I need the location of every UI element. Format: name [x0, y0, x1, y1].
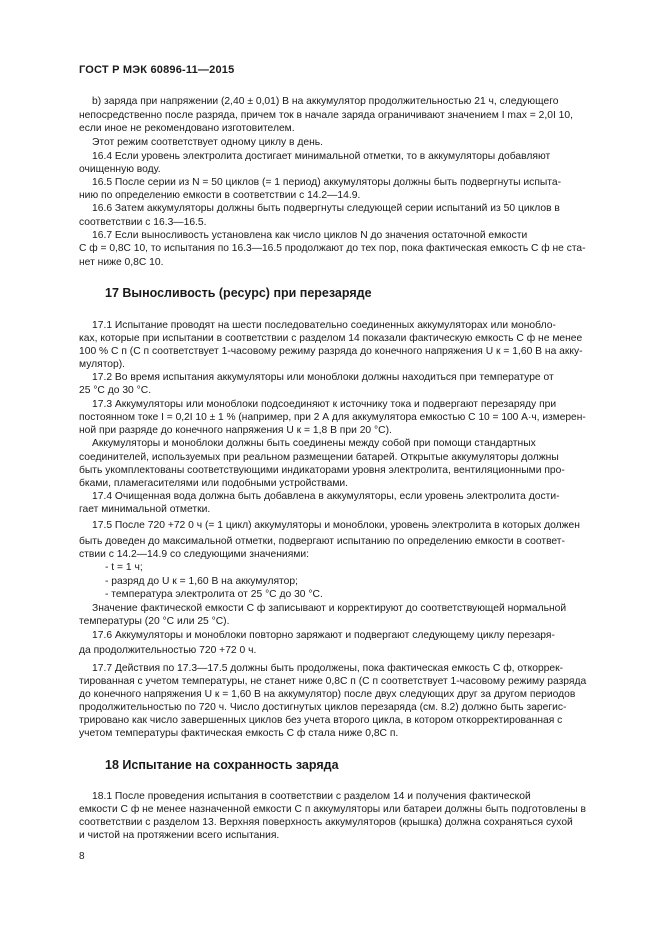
text-line: непосредственно после разряда, причем ток в начале заряда ограничивают значением I max = 2,0I 10,	[79, 110, 573, 121]
text-line: бками, пламегасителями или подобными устройствами.	[79, 478, 349, 489]
text-line: ках, которые при испытании в соответствии с разделом 14 показали фактическую емкость C ф не менее	[79, 333, 583, 344]
document-header: ГОСТ Р МЭК 60896-11—2015	[79, 64, 235, 76]
text-line: 17.2 Во время испытания аккумуляторы или моноблоки должны находиться при температуре от	[92, 372, 554, 383]
text-line: 17.7 Действия по 17.3—17.5 должны быть продолжены, пока фактическая емкость C ф, откоррек-	[92, 663, 564, 674]
text-line: продолжительностью по 720 ч. Число достигнутых циклов перезаряда (см. 8.2) должно быть зарегис-	[79, 702, 567, 713]
text-line: соединителей, используемых при реальном размещении батарей. Открытые аккумуляторы должны	[79, 452, 559, 463]
text-line: если иное не рекомендовано изготовителем.	[79, 123, 295, 134]
list-item: - t = 1 ч;	[105, 562, 143, 573]
text-line: 16.7 Если выносливость установлена как число циклов N до значения остаточной емкости	[92, 230, 528, 241]
text-line: гает минимальной отметки.	[79, 504, 211, 515]
text-line: 17.3 Аккумуляторы или моноблоки подсоединяют к источнику тока и подвергают перезаряду при	[92, 399, 557, 410]
text-line: 18.1 После проведения испытания в соответствии с разделом 14 и получения фактической	[92, 791, 531, 802]
text-line: 100 % C п (C п соответствует 1-часовому режиму разряда до конечного напряжения U к = 1,60 В на акку-	[79, 346, 583, 357]
section-heading-17: 17 Выносливость (ресурс) при перезаряде	[105, 286, 372, 300]
text-line: 17.6 Аккумуляторы и моноблоки повторно заряжают и подвергают следующему циклу перезаря-	[92, 630, 555, 641]
text-line: быть укомплектованы соответствующими индикаторами уровня электролита, вентиляционными про-	[79, 465, 565, 476]
text-line: и чистой на протяжении всего испытания.	[79, 830, 280, 841]
text-line: 16.6 Затем аккумуляторы должны быть подвергнуты следующей серии испытаний из 50 циклов в	[92, 203, 560, 214]
text-line: 17.5 После 720 +72 0 ч (= 1 цикл) аккумуляторы и моноблоки, уровень электролита в которых должен	[92, 520, 580, 531]
list-item: - температура электролита от 25 °С до 30 °С.	[105, 589, 323, 600]
text-line: 16.5 После серии из N = 50 циклов (= 1 период) аккумуляторы должны быть подвергнуты испыта-	[92, 177, 562, 188]
text-line: мулятор).	[79, 359, 126, 370]
text-line: до конечного напряжения U к = 1,60 В на аккумулятор) после двух следующих друг за другом периодов	[79, 689, 576, 700]
text-line: соответствии с 16.3—16.5.	[79, 217, 207, 228]
text-line: 25 °С до 30 °С.	[79, 385, 152, 396]
text-line: температуры (20 °С или 25 °С).	[79, 616, 230, 627]
text-line: Значение фактической емкости C ф записывают и корректируют до соответствующей нормальной	[92, 603, 567, 614]
text-line: соответствии с разделом 13. Верхняя поверхность аккумуляторов (крышка) должна сохраняться сухой	[79, 817, 573, 828]
text-line: емкости C ф не менее назначенной емкости C п аккумуляторы или батареи должны быть подготовлены в	[79, 804, 586, 815]
text-line: 17.1 Испытание проводят на шести последовательно соединенных аккумуляторах или монобло-	[92, 320, 556, 331]
text-line: трировано как число завершенных циклов без учета второго цикла, в котором откорректированная с	[79, 715, 563, 726]
text-line: быть доведен до максимальной отметки, подвергают испытанию по определению емкости в соответ-	[79, 536, 565, 547]
text-line: 16.4 Если уровень электролита достигает минимальной отметки, то в аккумуляторы добавляют	[92, 151, 551, 162]
text-line: тированная с учетом температуры, не станет ниже 0,8C п (C п соответствует 1-часовому режиму разряда	[79, 676, 587, 687]
text-line: да продолжительностью 720 +72 0 ч.	[79, 645, 257, 656]
text-line: нет ниже 0,8C 10.	[79, 257, 164, 268]
text-line: нию по определению емкости в соответствии с 14.2—14.9.	[79, 190, 361, 201]
text-line: Аккумуляторы и моноблоки должны быть соединены между собой при помощи стандартных	[92, 438, 536, 449]
page-number: 8	[79, 851, 85, 862]
text-line: b) заряда при напряжении (2,40 ± 0,01) В на аккумулятор продолжительностью 21 ч, следующего	[92, 96, 559, 107]
text-line: 17.4 Очищенная вода должна быть добавлена в аккумуляторы, если уровень электролита дости-	[92, 491, 560, 502]
section-heading-18: 18 Испытание на сохранность заряда	[105, 758, 339, 772]
text-line: C ф = 0,8C 10, то испытания по 16.3—16.5 продолжают до тех пор, пока фактическая емкость C ф не ста-	[79, 243, 586, 254]
text-line: постоянном токе I = 0,2I 10 ± 1 % (например, при 2 А для аккумулятора емкостью C 10 = 100 А·ч, измерен-	[79, 412, 586, 423]
text-line: учетом температуры фактическая емкость C ф стала ниже 0,8C п.	[79, 728, 399, 739]
text-line: ной при разряде до конечного напряжения U к = 1,8 В при 20 °С).	[79, 425, 392, 436]
text-line: ствии с 14.2—14.9 со следующими значениями:	[79, 549, 309, 560]
list-item: - разряд до U к = 1,60 В на аккумулятор;	[105, 576, 298, 587]
text-line: очищенную воду.	[79, 164, 161, 175]
text-line: Этот режим соответствует одному циклу в день.	[92, 137, 324, 148]
